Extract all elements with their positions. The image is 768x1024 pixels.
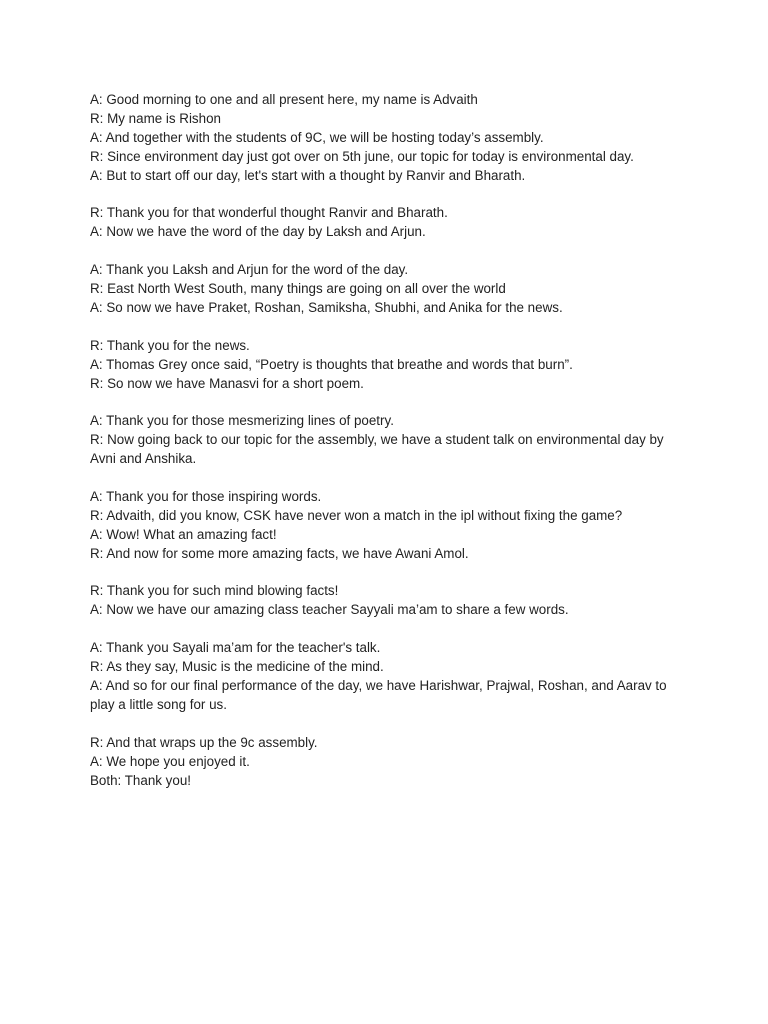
script-line: A: And together with the students of 9C, we will be hosting today’s assembly. [90, 129, 544, 145]
script-line: A: Thank you for those inspiring words. [90, 488, 322, 504]
paragraph-opening [90, 91, 690, 186]
script-line: R: Since environment day just got over on 5th june, our topic for today is environmental day. [90, 148, 634, 164]
script-line: A: And so for our final performance of the day, we have Harishwar, Prajwal, Roshan, and Aarav to play a little song for us. [90, 677, 667, 712]
script-line: Both: Thank you! [90, 772, 191, 788]
script-line: A: But to start off our day, let's start with a thought by Ranvir and Bharath. [90, 167, 526, 183]
paragraph-student-talk [90, 412, 690, 469]
script-line: A: Now we have our amazing class teacher Sayyali ma’am to share a few words. [90, 602, 569, 618]
paragraph-teacher [90, 582, 690, 620]
script-line: A: Good morning to one and all present here, my name is Advaith [90, 92, 478, 107]
script-line: R: And that wraps up the 9c assembly. [90, 734, 318, 750]
script-line: A: We hope you enjoyed it. [90, 753, 250, 769]
script-line: R: And now for some more amazing facts, we have Awani Amol. [90, 545, 469, 561]
script-line: R: Thank you for the news. [90, 337, 250, 353]
script-line: A: Thank you for those mesmerizing lines of poetry. [90, 413, 394, 429]
paragraph-poem [90, 337, 690, 394]
script-line: A: Now we have the word of the day by Laksh and Arjun. [90, 224, 426, 240]
script-line: R: My name is Rishon [90, 110, 221, 126]
paragraph-music [90, 639, 690, 715]
script-line: R: Advaith, did you know, CSK have never won a match in the ipl without fixing the game? [90, 507, 623, 523]
assembly-script [90, 91, 690, 809]
script-line: R: East North West South, many things are going on all over the world [90, 281, 506, 297]
paragraph-closing [90, 734, 690, 791]
script-line: A: Thank you Sayali ma’am for the teacher's talk. [90, 640, 381, 656]
script-line: A: Wow! What an amazing fact! [90, 526, 277, 542]
script-line: R: So now we have Manasvi for a short poem. [90, 375, 364, 391]
script-line: R: Thank you for that wonderful thought Ranvir and Bharath. [90, 205, 448, 221]
script-line: A: So now we have Praket, Roshan, Samiksha, Shubhi, and Anika for the news. [90, 299, 563, 315]
paragraph-word-of-day [90, 204, 690, 242]
script-line: A: Thomas Grey once said, “Poetry is thoughts that breathe and words that burn”. [90, 356, 573, 372]
script-line: A: Thank you Laksh and Arjun for the word of the day. [90, 262, 409, 278]
script-line: R: Now going back to our topic for the assembly, we have a student talk on environmental day by Avni and Anshika. [90, 432, 664, 467]
paragraph-news [90, 261, 690, 318]
script-line: R: Thank you for such mind blowing facts! [90, 583, 339, 599]
paragraph-facts [90, 488, 690, 564]
script-line: R: As they say, Music is the medicine of the mind. [90, 659, 384, 675]
